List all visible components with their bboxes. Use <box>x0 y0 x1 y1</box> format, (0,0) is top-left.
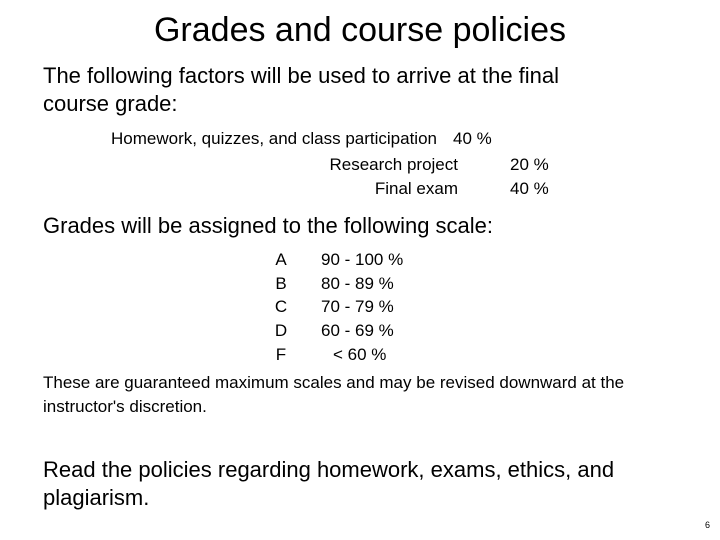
scale-heading: Grades will be assigned to the following scale: <box>43 213 494 238</box>
grade-range-c: 70 - 79 % <box>321 297 394 316</box>
grade-letter-a: A <box>275 250 287 269</box>
factor-label-final-exam: Final exam <box>374 179 458 198</box>
grade-range-d: 60 - 69 % <box>321 321 394 340</box>
disclaimer-line-2: instructor's discretion. <box>43 397 207 416</box>
disclaimer-line-1: These are guaranteed maximum scales and may be revised downward at the <box>43 373 625 392</box>
grade-range-b: 80 - 89 % <box>321 274 394 293</box>
factor-label-research: Research project <box>329 155 458 174</box>
slide-title: Grades and course policies <box>153 11 566 49</box>
intro-text-line-2: course grade: <box>43 91 178 116</box>
intro-text-line-1: The following factors will be used to arrive at the final <box>43 63 560 88</box>
grade-letter-b: B <box>275 274 287 293</box>
grade-letter-f: F <box>275 345 287 364</box>
grade-letter-c: C <box>274 297 288 316</box>
closing-text-line-2: plagiarism. <box>43 485 150 510</box>
closing-text-line-1: Read the policies regarding homework, exams, ethics, and <box>43 457 615 482</box>
slide-number: 6 <box>704 520 710 530</box>
grade-letter-d: D <box>274 321 288 340</box>
factor-label-homework: Homework, quizzes, and class participation <box>111 129 437 148</box>
factor-percent-research: 20 % <box>510 155 549 174</box>
grade-range-a: 90 - 100 % <box>321 250 404 269</box>
grade-range-f: < 60 % <box>333 345 387 364</box>
factor-percent-final-exam: 40 % <box>510 179 549 198</box>
factor-percent-homework: 40 % <box>453 129 492 148</box>
